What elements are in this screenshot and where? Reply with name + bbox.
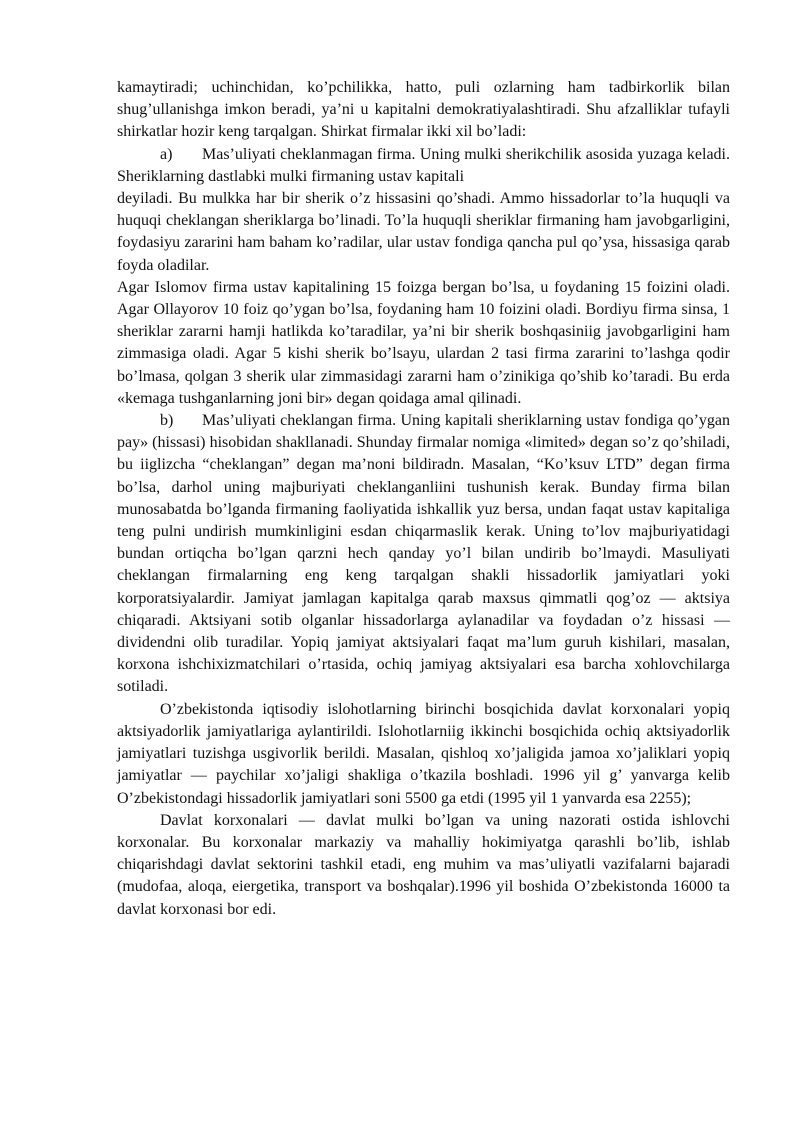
document-body [117,77,730,921]
paragraph-example: Agar Islomov firma ustav kapitalining 15 foizga bergan bo’lsa, u foydaning 15 foizini oladi. Agar Ollayorov 10 foiz qo’ygan bo’lsa, foydaning ham 10 foizini oladi. Bordiyu firma sinsa, 1 sheriklar zararni hamji hatlikda ko’taradilar, ya’ni bir sherik boshqasiniig javobgarligini ham zimmasiga oladi. Agar 5 kishi sherik bo’lsayu, ulardan 2 tasi firma zararini to’lashga qodir bo’lmasa, qolgan 3 sherik ular zimmasidagi zararni ham o’zinikiga qo’shib ko’taradi. Bu erda «kemaga tushganlarning joni bir» degan qoidaga amal qilinadi. [117,278,730,407]
list-marker-b: b) [160,412,174,430]
list-marker-a: a) [160,145,173,163]
list-item-b-text: Mas’uliyati cheklangan firma. Uning kapitali sheriklarning ustav fondiga qo’ygan pay» (hissasi) hisobidan shakllanadi. Shunday firmalar nomiga «limited» degan so’z qo’shiladi, bu iiglizcha “cheklangan” degan ma’noni bildiradn. Masalan, “Ko’ksuv LTD” degan firma bo’lsa, darhol uning majburiyati cheklanganliini tushunish kerak. Bunday firma bilan munosabatda bo’lganda firmaning faoliyatida ishkallik yuz bersa, undan faqat ustav kapitaliga teng pulni undirish mumkinligini esdan chiqarmaslik kerak. Uning to’lov majburiyatidagi bundan ortiqcha bo’lgan qarzni hech qanday yo’l bilan undirib bo’lmaydi. Masuliyati cheklangan firmalarning eng keng tarqalgan shakli hissadorlik jamiyatlari yoki korporatsiyalardir. Jamiyat jamlagan kapitalga qarab maxsus qimmatli qog’oz — aktsiya chiqaradi. Aktsiyani sotib olganlar hissadorlarga aylanadilar va foydadan o’z hissasi — dividendni olib turadilar. Yopiq jamiyat aktsiyalari faqat ma’lum guruh kishilari, masalan, korxona ishchixizmatchilari o’rtasida, ochiq jamiyag aktsiyalari esa barcha xohlovchilarga sotiladi. [117,412,730,696]
paragraph-uzbekistan-reforms: O’zbekistonda iqtisodiy islohotlarning birinchi bosqichida davlat korxonalari yopiq aktsiyadorlik jamiyatlariga aylantirildi. Islohotlarniig ikkinchi bosqichida ochiq aktsiyadorlik jamiyatlari tuzishga usgivorlik berildi. Masalan, qishloq xo’jaligida jamoa xo’jaliklari yopiq jamiyatlar — paychilar xo’jaligi shakliga o’tkazila boshladi. 1996 yil g’ yanvarga kelib O’zbekistondagi hissadorlik jamiyatlari soni 5500 ga etdi (1995 yil 1 yanvarda esa 2255); [117,700,730,807]
paragraph-intro: kamaytiradi; uchinchidan, ko’pchilikka, hatto, puli ozlarning ham tadbirkorlik bilan shug’ullanishga imkon beradi, ya’ni u kapitalni demokratiyalashtiradi. Shu afzalliklar tufayli shirkatlar hozir keng tarqalgan. Shirkat firmalar ikki xil bo’ladi: [117,79,730,141]
list-item-a-text: Mas’uliyati cheklanmagan firma. Uning mulki sherikchilik asosida yuzaga keladi. Sheriklarning dastlabki mulki firmaning ustav kapitali [117,145,730,185]
list-item-b [117,410,730,699]
paragraph-state-enterprises: Davlat korxonalari — davlat mulki bo’lgan va uning nazorati ostida ishlovchi korxonalar. Bu korxonalar markaziy va mahalliy hokimiyatga qarashli bo’lib, ishlab chiqarishdagi davlat sektorini tashkil etadi, eng muhim va mas’uliyatli vazifalarni bajaradi (mudofaa, aloqa, eiergetika, transport va boshqalar).1996 yil boshida O’zbekistonda 16000 ta davlat korxonasi bor edi. [117,811,730,918]
list-item-a [117,144,730,188]
paragraph-unlimited-details: deyiladi. Bu mulkka har bir sherik o’z hissasini qo’shadi. Ammo hissadorlar to’la huquqli va huquqi cheklangan sheriklarga bo’linadi. To’la huquqli sheriklar firmaning ham javobgarligini, foydasiyu zararini ham baham ko’radilar, ular ustav fondiga qancha pul qo’ysa, hissasiga qarab foyda oladilar. [117,190,730,274]
